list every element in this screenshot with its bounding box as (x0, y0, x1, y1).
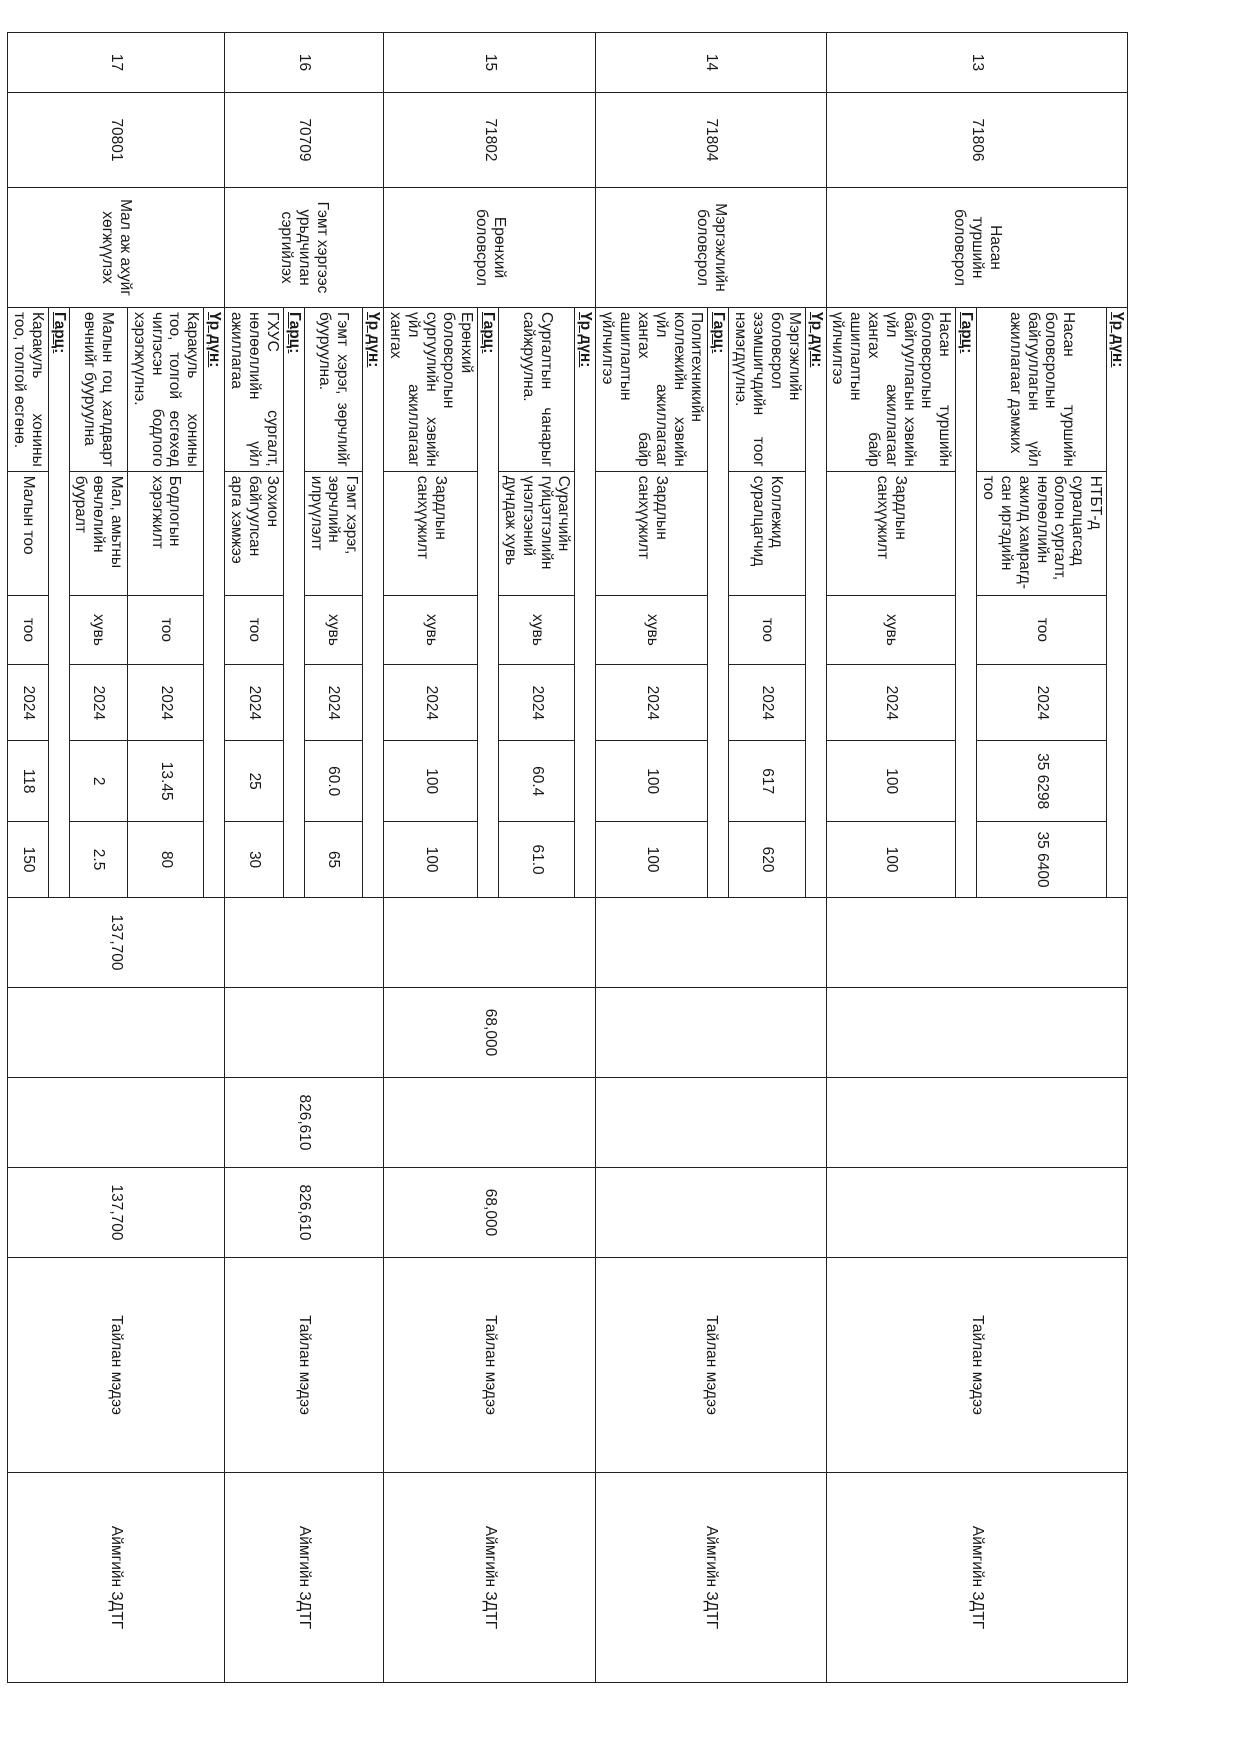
activity-cell-text: Каракуль хонины тоо, толгой өсгөхөд чиглэсэн бодлого хэрэгжүүлнэ. (130, 312, 202, 467)
program-grid (827, 308, 1127, 897)
target-cell-text: 30 (245, 850, 263, 869)
target-cell-text: 61.0 (528, 844, 546, 875)
responsible-org: Аймгийн ЗДТГ (8, 1473, 225, 1683)
row-number: 14 (596, 33, 826, 93)
program-code: 70709 (225, 93, 384, 188)
baseline-cell (70, 740, 127, 821)
unit-cell (827, 595, 956, 665)
target-cell-text: 620 (758, 846, 776, 873)
baseline-cell-text: 60.4 (528, 766, 546, 797)
year-cell-text: 2024 (882, 685, 900, 721)
funding-total: 68,000 (384, 1168, 596, 1258)
activity-cell (305, 308, 362, 471)
baseline-cell-text: 35 6298 (1033, 753, 1051, 810)
target-cell-text: 80 (157, 850, 175, 869)
year-cell (729, 664, 804, 740)
target-cell-text: 35 6400 (1033, 831, 1051, 888)
target-cell (305, 821, 362, 897)
year-cell-text: 2024 (643, 685, 661, 721)
year-cell-text: 2024 (245, 685, 263, 721)
target-cell (8, 821, 48, 897)
target-cell-text: 150 (19, 846, 37, 873)
program-details (596, 308, 826, 898)
plan-table (7, 32, 1128, 1683)
section-label-row (49, 308, 70, 897)
year-cell-text: 2024 (19, 685, 37, 721)
activity-cell-text: Политехникийн коллежийн хэвийн үйл ажиллагааг хангах байр ашиглалтын үйлчилгээ (599, 312, 706, 467)
unit-cell (977, 595, 1106, 665)
target-cell-text: 100 (882, 846, 900, 873)
section-label-row (708, 308, 729, 897)
row-number: 13 (826, 33, 1127, 93)
baseline-cell-text: 2 (90, 776, 108, 786)
unit-cell (305, 595, 362, 665)
section-label-row (956, 308, 977, 897)
funding-source-2 (225, 988, 384, 1078)
baseline-cell (729, 740, 804, 821)
target-cell-text: 2.5 (90, 848, 108, 871)
indicator-cell (305, 471, 362, 595)
indicator-row (827, 308, 957, 897)
year-cell-text: 2024 (422, 685, 440, 721)
program-code: 71804 (596, 93, 826, 188)
responsible-org: Аймгийн ЗДТГ (225, 1473, 384, 1683)
report-type: Тайлан мэдээ (826, 1258, 1127, 1473)
program-code: 71806 (826, 93, 1127, 188)
program-name: Насан туршийн боловсрол (826, 188, 1127, 308)
section-label-row (284, 308, 305, 897)
funding-source-1 (596, 898, 826, 988)
funding-source-1 (826, 898, 1127, 988)
indicator-cell-text: НТБТ-д суралцагсад болон сургалт, нөлөөллийн ажилд хамрагд-сан иргэдийн тоо (980, 475, 1104, 590)
baseline-cell-text: 617 (758, 768, 776, 795)
funding-source-2: 68,000 (384, 988, 596, 1078)
program-name: Мал аж ахуйг хөгжүүлэх (8, 188, 225, 308)
responsible-org: Аймгийн ЗДТГ (384, 1473, 596, 1683)
funding-source-3 (384, 1078, 596, 1168)
baseline-cell-text: 100 (882, 768, 900, 795)
activity-cell (597, 308, 708, 471)
baseline-cell-text: 25 (245, 772, 263, 790)
indicator-cell (729, 471, 804, 595)
activity-cell (384, 308, 477, 471)
year-cell-text: 2024 (758, 685, 776, 721)
funding-total (596, 1168, 826, 1258)
indicator-cell-text: Коллежид суралцагчид (750, 475, 785, 567)
activity-cell (8, 308, 48, 471)
unit-cell-text: тоо (19, 617, 37, 643)
year-cell (70, 664, 127, 740)
table-row (384, 33, 596, 1683)
section-label: Үр дүн: (365, 312, 383, 368)
target-cell (729, 821, 804, 897)
indicator-cell (499, 471, 574, 595)
section-label: Үр дүн: (206, 312, 224, 368)
indicator-row (70, 308, 128, 897)
funding-source-2 (8, 988, 225, 1078)
year-cell (499, 664, 574, 740)
section-label-row (363, 308, 383, 897)
indicator-row (128, 308, 204, 897)
unit-cell (128, 595, 203, 665)
unit-cell-text: хувь (882, 614, 900, 646)
activity-cell (827, 308, 956, 471)
section-label: Гарц: (710, 312, 728, 354)
activity-cell-text: Мэргэжлийн боловсрол эзэмшигчдийн тоог нэмэгдүүлнэ. (732, 312, 803, 467)
indicator-cell (384, 471, 477, 595)
program-name: Мэргэжлийн боловсрол (596, 188, 826, 308)
unit-cell-text: хувь (528, 614, 546, 646)
target-cell-text: 65 (325, 850, 343, 869)
target-cell-text: 100 (643, 846, 661, 873)
year-cell-text: 2024 (157, 685, 175, 721)
program-details (826, 308, 1127, 898)
report-type: Тайлан мэдээ (8, 1258, 225, 1473)
indicator-cell-text: Сурагчийн гүйцэтгэлийн үнэлгээний дундаж хувь (502, 475, 573, 570)
section-label-row (806, 308, 826, 897)
unit-cell-text: хувь (325, 614, 343, 646)
baseline-cell-text: 100 (422, 768, 440, 795)
indicator-row (225, 308, 283, 897)
target-cell (128, 821, 203, 897)
funding-source-3: 826,610 (225, 1078, 384, 1168)
year-cell (384, 664, 477, 740)
baseline-cell-text: 100 (643, 768, 661, 795)
baseline-cell (128, 740, 203, 821)
indicator-cell-text: Зардлын санхүүжилт (873, 475, 909, 560)
year-cell (827, 664, 956, 740)
activity-cell-text: Гэмт хэрэг, зөрчлийг бууруулна. (316, 312, 352, 467)
unit-cell-text: тоо (245, 617, 263, 643)
indicator-row (499, 308, 575, 897)
table-row (225, 33, 384, 1683)
program-details (225, 308, 384, 898)
indicator-cell-text: Зардлын санхүүжилт (413, 475, 449, 560)
activity-cell (977, 308, 1106, 471)
program-details (384, 308, 596, 898)
year-cell (305, 664, 362, 740)
year-cell-text: 2024 (90, 685, 108, 721)
year-cell (225, 664, 282, 740)
rotated-page (10, 32, 1128, 1682)
section-label: Гарц: (958, 312, 976, 354)
unit-cell (225, 595, 282, 665)
unit-cell (384, 595, 477, 665)
indicator-cell (70, 471, 127, 595)
report-type: Тайлан мэдээ (384, 1258, 596, 1473)
responsible-org: Аймгийн ЗДТГ (826, 1473, 1127, 1683)
funding-source-2 (826, 988, 1127, 1078)
program-name: Ерөнхий боловсрол (384, 188, 596, 308)
baseline-cell-text: 118 (19, 768, 37, 794)
unit-cell-text: хувь (90, 614, 108, 646)
year-cell (597, 664, 708, 740)
baseline-cell (499, 740, 574, 821)
report-type: Тайлан мэдээ (225, 1258, 384, 1473)
unit-cell-text: хувь (643, 614, 661, 646)
year-cell-text: 2024 (1033, 685, 1051, 721)
activity-cell (128, 308, 203, 471)
year-cell (977, 664, 1106, 740)
indicator-cell-text: Мал, амьтны өвчлөлийн бууралт (72, 475, 126, 569)
baseline-cell-text: 60.0 (325, 766, 343, 797)
baseline-cell (225, 740, 282, 821)
funding-source-3 (8, 1078, 225, 1168)
unit-cell-text: хувь (422, 614, 440, 646)
section-label: Үр дүн: (1108, 312, 1126, 368)
activity-cell-text: Насан туршийн боловсролын байгууллагын үйл ажиллагааг дэмжих (1006, 312, 1078, 467)
section-label: Гарц: (285, 312, 303, 354)
indicator-row (597, 308, 709, 897)
indicator-cell-text: Зардлын санхүүжилт (634, 475, 670, 560)
funding-source-1 (384, 898, 596, 988)
unit-cell-text: тоо (758, 617, 776, 643)
indicator-cell (597, 471, 708, 595)
unit-cell (729, 595, 804, 665)
indicator-row (384, 308, 478, 897)
responsible-org: Аймгийн ЗДТГ (596, 1473, 826, 1683)
table-row (596, 33, 826, 1683)
program-grid (8, 308, 224, 897)
target-cell (70, 821, 127, 897)
funding-total: 137,700 (8, 1168, 225, 1258)
indicator-cell-text: Гэмт хэрэг, зөрчлийн илрүүлэлт (307, 475, 361, 555)
section-label: Үр дүн: (577, 312, 595, 368)
table-body (8, 33, 1128, 1683)
funding-source-3 (596, 1078, 826, 1168)
unit-cell (597, 595, 708, 665)
target-cell (977, 821, 1106, 897)
indicator-cell (8, 471, 48, 595)
funding-total: 826,610 (225, 1168, 384, 1258)
target-cell (827, 821, 956, 897)
target-cell-text: 100 (422, 846, 440, 873)
section-label-row (478, 308, 499, 897)
indicator-cell-text: Малын тоо (19, 475, 37, 555)
program-grid (384, 308, 595, 897)
indicator-row (8, 308, 49, 897)
baseline-cell (977, 740, 1106, 821)
activity-cell-text: Насан туршийн боловсролын байгууллагын хэвийн үйл ажиллагааг хангах байр ашиглалтын үйлчилгээ (829, 312, 954, 467)
indicator-cell-text: Бодлогын хэрэгжилт (148, 475, 184, 549)
section-label-row (1107, 308, 1127, 897)
program-name: Гэмт хэргээс урьдчилан сэргийлэх (225, 188, 384, 308)
target-cell (384, 821, 477, 897)
target-cell (499, 821, 574, 897)
program-details (8, 308, 225, 898)
baseline-cell (384, 740, 477, 821)
section-label: Гарц: (50, 312, 68, 354)
activity-cell (225, 308, 282, 471)
report-type: Тайлан мэдээ (596, 1258, 826, 1473)
program-code: 70801 (8, 93, 225, 188)
unit-cell-text: тоо (1033, 617, 1051, 643)
target-cell (225, 821, 282, 897)
section-label-row (204, 308, 224, 897)
activity-cell-text: Сургалтын чанарыг сайжруулна. (519, 312, 555, 467)
activity-cell (729, 308, 804, 471)
indicator-cell (827, 471, 956, 595)
indicator-cell (128, 471, 203, 595)
program-grid (225, 308, 383, 897)
year-cell (128, 664, 203, 740)
table-row (826, 33, 1127, 1683)
baseline-cell (305, 740, 362, 821)
unit-cell (70, 595, 127, 665)
funding-total (826, 1168, 1127, 1258)
row-number: 17 (8, 33, 225, 93)
baseline-cell (827, 740, 956, 821)
program-grid (597, 308, 826, 897)
funding-source-2 (596, 988, 826, 1078)
year-cell-text: 2024 (528, 685, 546, 721)
indicator-cell (225, 471, 282, 595)
activity-cell-text: ГХУС сургалт, нөлөөллийн үйл ажиллагаа (228, 312, 281, 467)
unit-cell (499, 595, 574, 665)
table-row (8, 33, 225, 1683)
indicator-row (977, 308, 1107, 897)
indicator-row (305, 308, 363, 897)
section-label: Гарц: (480, 312, 498, 354)
baseline-cell (8, 740, 48, 821)
section-label-row (576, 308, 596, 897)
unit-cell-text: тоо (157, 617, 175, 643)
indicator-cell (977, 471, 1106, 595)
program-code: 71802 (384, 93, 596, 188)
year-cell (8, 664, 48, 740)
section-label: Үр дүн: (807, 312, 825, 368)
activity-cell (70, 308, 127, 471)
funding-source-1 (225, 898, 384, 988)
activity-cell-text: Ерөнхий боловсролын сургуулийн хэвийн үйл ажиллагааг хангах (387, 312, 476, 467)
activity-cell-text: Малын гоц халдварт өвчнийг бууруулна (81, 312, 117, 467)
unit-cell (8, 595, 48, 665)
activity-cell (499, 308, 574, 471)
target-cell (597, 821, 708, 897)
indicator-cell-text: Зохион байгуулсан арга хэмжээ (228, 475, 281, 564)
baseline-cell (597, 740, 708, 821)
funding-source-3 (826, 1078, 1127, 1168)
year-cell-text: 2024 (325, 685, 343, 721)
row-number: 16 (225, 33, 384, 93)
row-number: 15 (384, 33, 596, 93)
funding-source-1: 137,700 (8, 898, 225, 988)
baseline-cell-text: 13.45 (157, 761, 175, 801)
indicator-row (729, 308, 805, 897)
activity-cell-text: Каракуль хонины тоо, толгой өсгөнө. (10, 312, 46, 467)
